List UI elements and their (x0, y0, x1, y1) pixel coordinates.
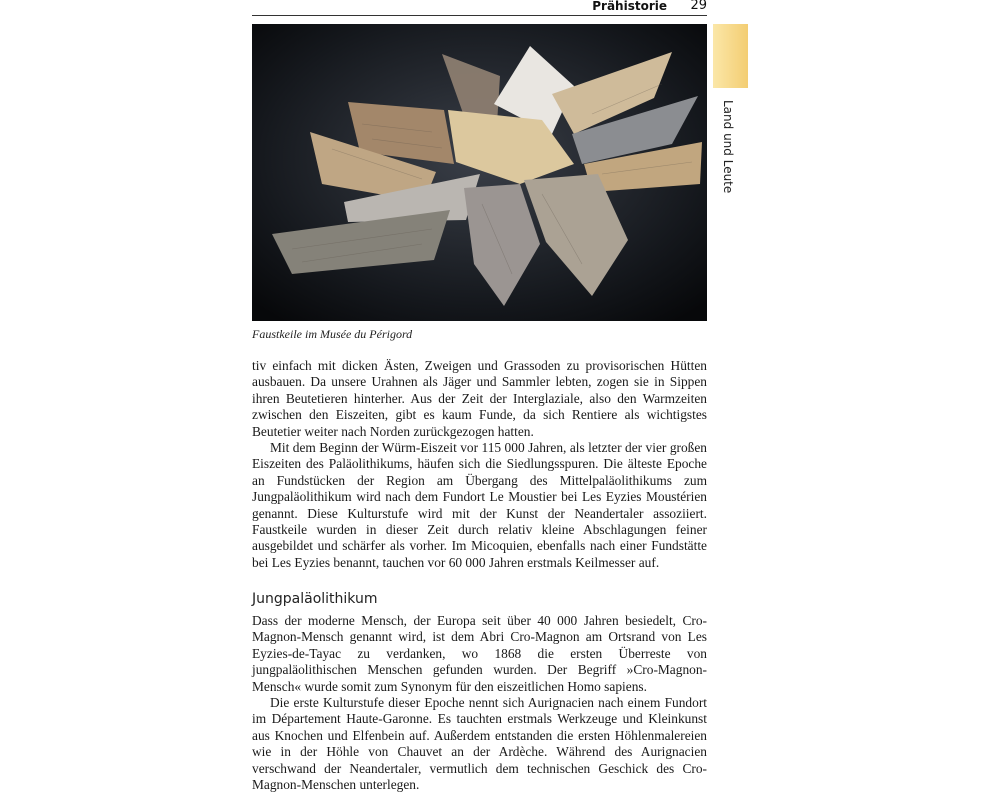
page-number: 29 (690, 0, 707, 13)
running-head-section: Prähistorie (592, 0, 667, 13)
body-text-upper (252, 358, 707, 571)
body-text-lower (252, 613, 707, 793)
paragraph: tiv einfach mit dicken Ästen, Zweigen und Grassoden zu provisorischen Hütten ausbauen. Da unsere Urahnen als Jäger und Sammler lebten, zogen sie in Sippen ihren Beutetieren hinterher. Aus der Zeit der Interglaziale, also den Warmzeiten zwischen den Eiszeiten, gibt es kaum Funde, da sich Rentiere als wichtigstes Beutetier weiter nach Norden zurückgezogen hatten. (252, 358, 707, 439)
chapter-tab-label: Land und Leute (721, 100, 735, 194)
paragraph: Dass der moderne Mensch, der Europa seit über 40 000 Jahren besiedelt, Cro-Magnon-Mensch genannt wird, ist dem Abri Cro-Magnon am Ortsrand von Les Eyzies-de-Tayac zu verdanken, wo 1868 die ersten Überreste von jungpaläolithischen Menschen gefunden wurden. Der Begriff »Cro-Magnon-Mensch« wurde somit zum Synonym für den eiszeitlichen Homo sapiens. (252, 613, 707, 694)
chapter-tab-marker (713, 24, 748, 88)
paragraph: Mit dem Beginn der Würm-Eiszeit vor 115 000 Jahren, als letzter der vier großen Eiszeiten des Paläolithikums, häufen sich die Siedlungsspuren. Die älteste Epoche an Fundstücken der Region am Übergang des Mittelpaläolithikums zum Jungpaläolithikum wird nach dem Fundort Le Moustier bei Les Eyzies Moustérien genannt. Diese Kulturstufe wird mit der Kunst der Neandertaler assoziiert. Faustkeile wurden in dieser Zeit durch relativ kleine Abschlagungen feiner ausgebildet und schärfer als vorher. Im Micoquien, ebenfalls nach einer Fundstätte bei Les Eyzies benannt, tauchen vor 60 000 Jahren erstmals Keilmesser auf. (252, 440, 707, 570)
paragraph: Die erste Kulturstufe dieser Epoche nennt sich Aurignacien nach einem Fundort im Département Haute-Garonne. Es tauchten erstmals Werkzeuge und Kleinkunst aus Knochen und Elfenbein auf. Außerdem entstanden die ersten Höhlenmalereien wie in der Höhle von Chauvet an der Ardèche. Während des Aurignacien verschwand der Neandertaler, vermutlich dem technischen Geschick des Cro-Magnon-Menschen unterlegen. (252, 695, 707, 793)
section-heading: Jungpaläolithikum (252, 591, 378, 607)
hand-axes-photo (252, 24, 707, 321)
running-head (252, 0, 707, 16)
photo-caption: Faustkeile im Musée du Périgord (252, 327, 413, 341)
